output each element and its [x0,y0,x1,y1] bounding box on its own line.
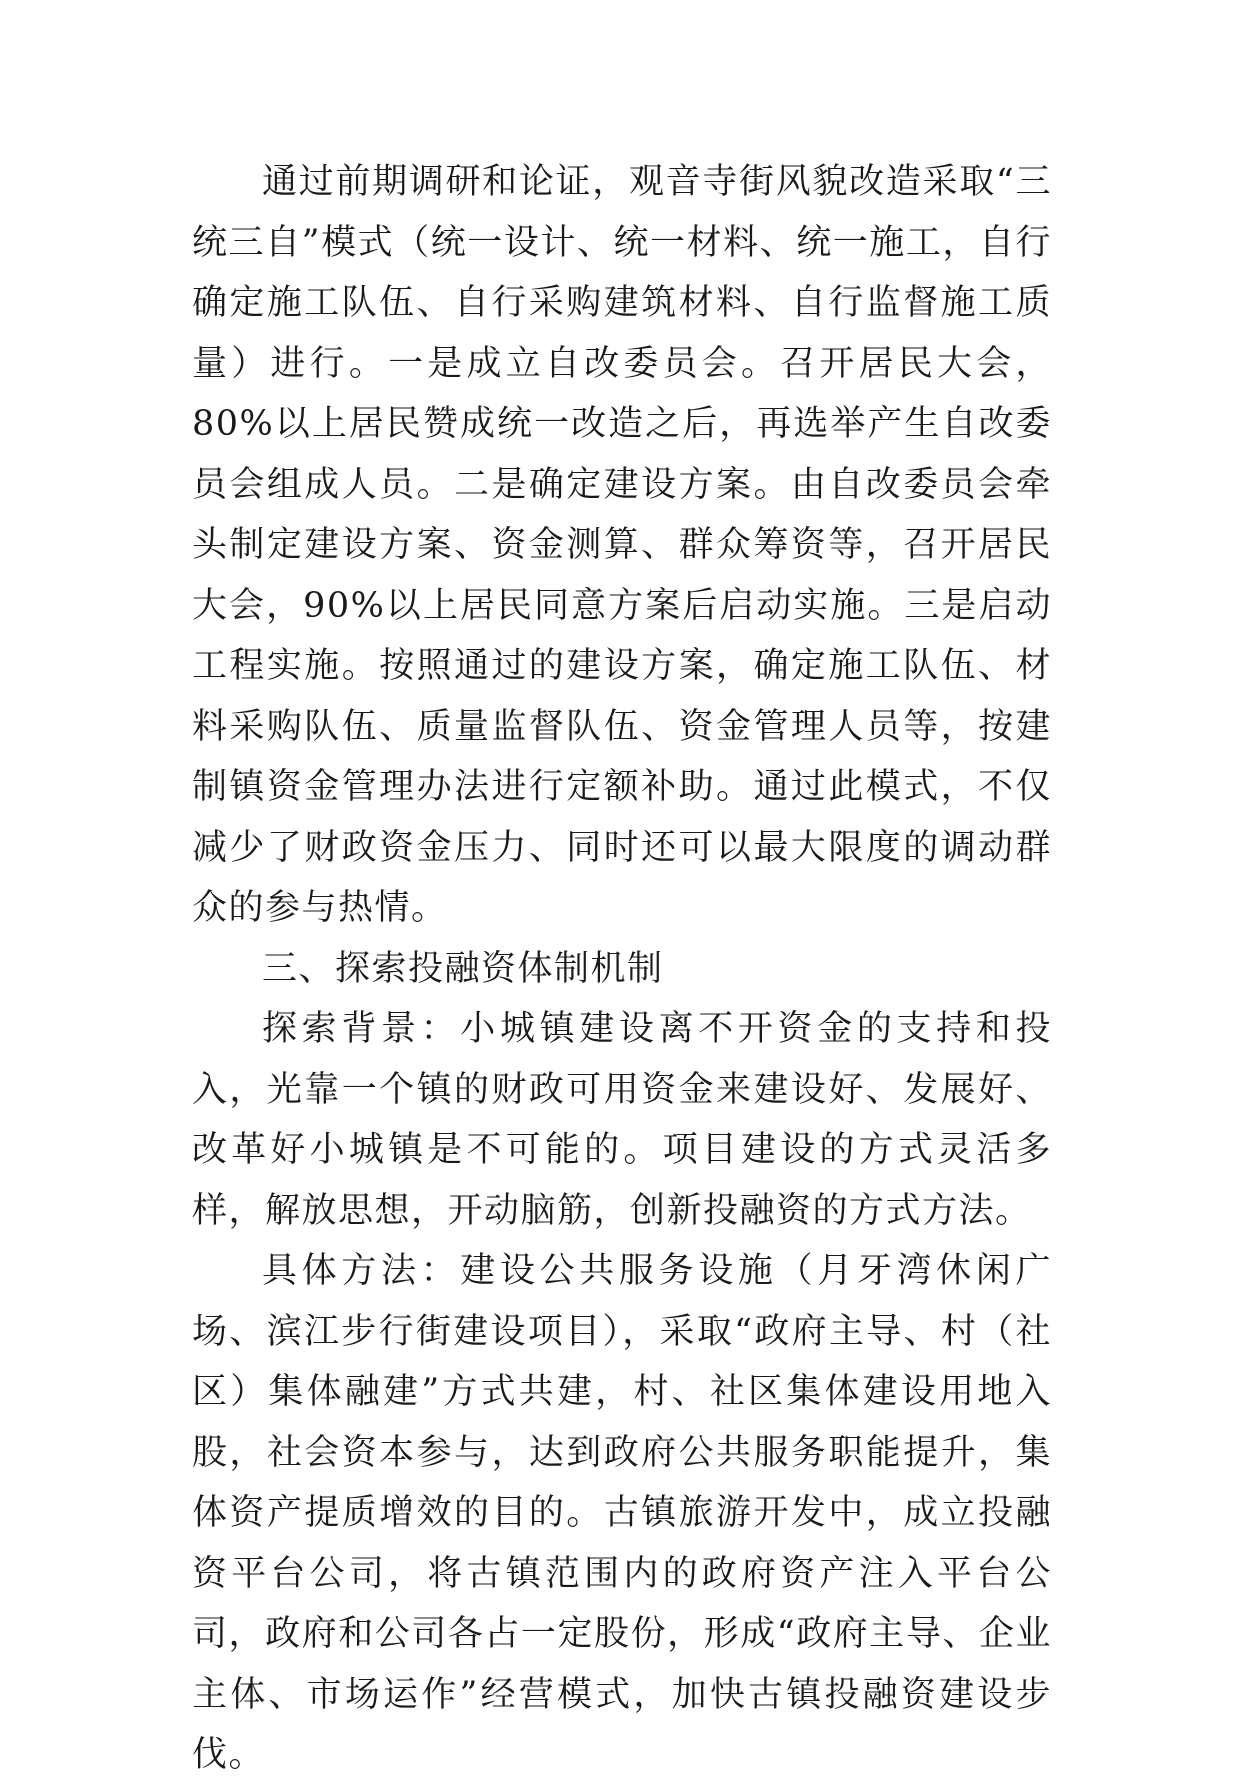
section-heading-financing: 三、探索投融资体制机制 [262,948,664,989]
paragraph-san-tong-san-zi: 通过前期调研和论证，观音寺街风貌改造采取“三统三自”模式（统一设计、统一材料、统一施工，自行确定施工队伍、自行采购建筑材料、自行监督施工质量）进行。一是成立自改委员会。召开居民大会，80%以上居民赞成统一改造之后，再选举产生自改委员会组成人员。二是确定建设方案。由自改委员会牵头制定建设方案、资金测算、群众筹资等，召开居民大会，90%以上居民同意方案后启动实施。三是启动工程实施。按照通过的建设方案，确定施工队伍、材料采购队伍、质量监督队伍、资金管理人员等，按建制镇资金管理办法进行定额补助。通过此模式，不仅减少了财政资金压力、同时还可以最大限度的调动群众的参与热情。 [192,162,1052,928]
paragraph-methods: 具体方法：建设公共服务设施（月牙湾休闲广场、滨江步行街建设项目），采取“政府主导、村（社区）集体融建”方式共建，村、社区集体建设用地入股，社会资本参与，达到政府公共服务职能提升，集体资产提质增效的目的。古镇旅游开发中，成立投融资平台公司，将古镇范围内的政府资产注入平台公司，政府和公司各占一定股份，形成“政府主导、企业主体、市场运作”经营模式，加快古镇投融资建设步伐。 [192,1251,1052,1775]
paragraph-background: 探索背景：小城镇建设离不开资金的支持和投入，光靠一个镇的财政可用资金来建设好、发展好、改革好小城镇是不可能的。项目建设的方式灵活多样，解放思想，开动脑筋，创新投融资的方式方法。 [192,1009,1052,1231]
document-body [192,152,1052,1786]
